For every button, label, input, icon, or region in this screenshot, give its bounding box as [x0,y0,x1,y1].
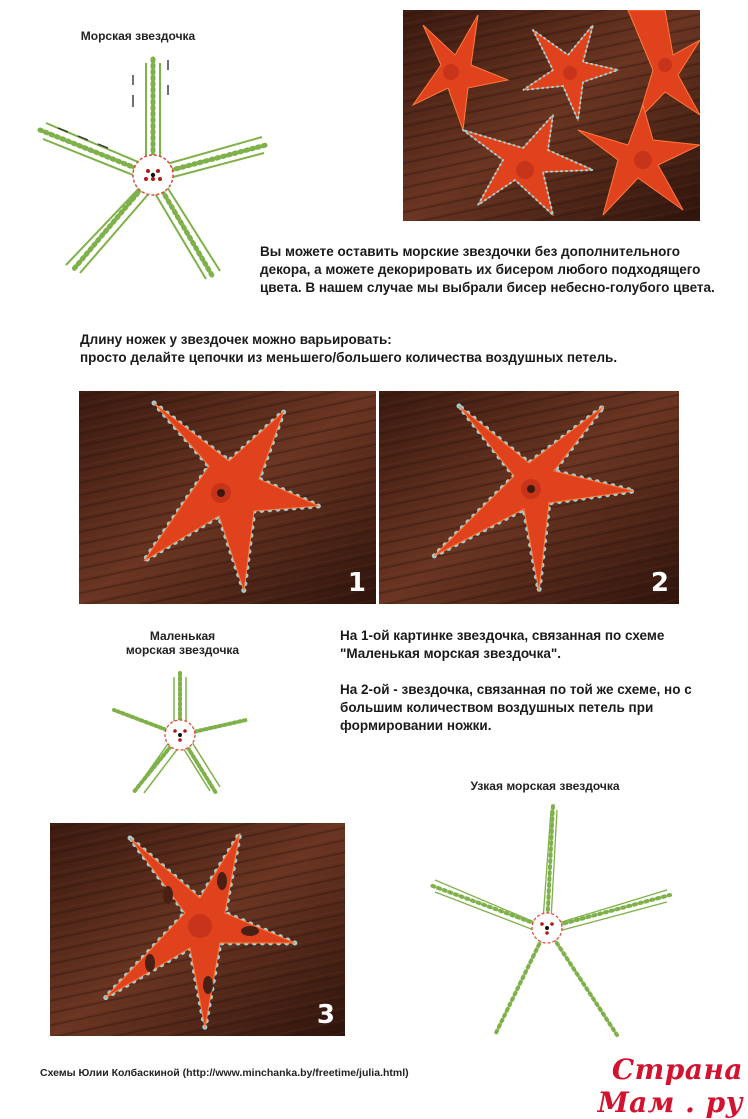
pic1-text: На 1-ой картинке звездочка, связанная по схеме "Маленькая морская звездочка". [340,628,665,661]
credit-text: Схемы Юлии Колбаскиной (http://www.minchanka.by/freetime/julia.html) [40,1067,409,1079]
pictures-description [340,627,725,735]
photo-2-number: 2 [650,568,669,598]
decor-paragraph [260,243,720,297]
small-diagram-title-line1: Маленькая [149,629,216,643]
starfish-diagram-title: Морская звездочка [80,29,196,43]
small-starfish-diagram [108,665,253,800]
legs-paragraph [80,331,720,367]
photo-1-number: 1 [347,568,366,598]
photo-1 [79,391,376,604]
starfish-crochet-diagram [28,45,278,280]
narrow-diagram-title: Узкая морская звездочка [470,779,620,793]
narrow-starfish-diagram [425,800,675,1040]
legs-text-line1: Длину ножек у звездочек можно варьировать: [80,332,392,347]
small-diagram-title [100,629,265,657]
pic2-text: На 2-ой - звездочка, связанная по той же схеме, но с большим количеством воздушных петель при формировании ножки. [340,682,692,733]
decor-text: Вы можете оставить морские звездочки без дополнительного декора, а можете декорировать их бисером любого подходящего цвета. В нашем случае мы выбрали бисер небесно-голубого цвета. [260,244,715,295]
small-diagram-title-line2: морская звездочка [125,643,240,657]
legs-text-line2: просто делайте цепочки из меньшего/большего количества воздушных петель. [80,350,618,365]
photo-3-number: 3 [316,1000,335,1030]
photo-3 [50,823,345,1036]
site-logo: Страна Мам . ру [597,1053,743,1119]
starfish-group-photo [403,10,700,221]
photo-2 [379,391,679,604]
